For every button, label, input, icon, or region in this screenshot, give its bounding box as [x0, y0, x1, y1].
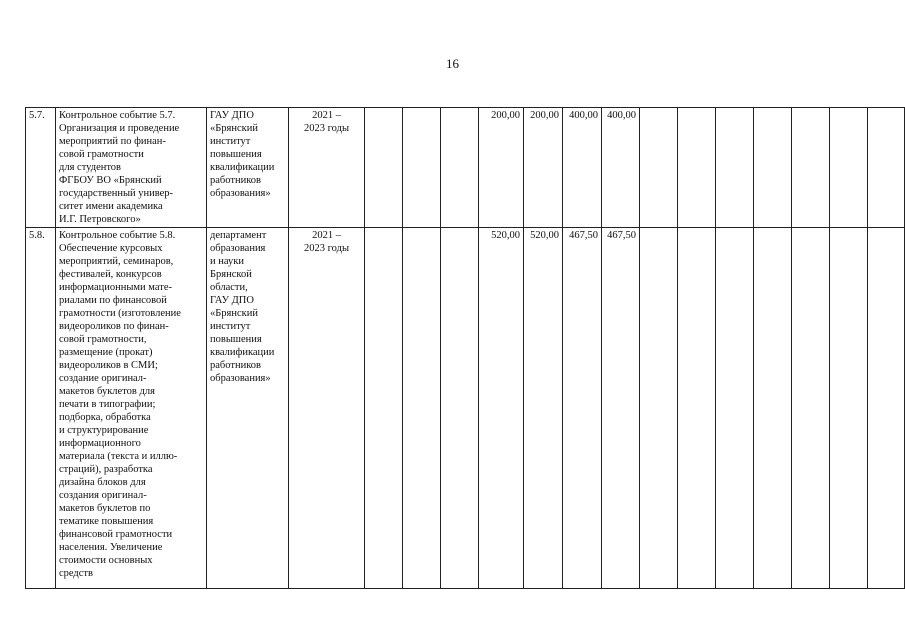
event-title: Контрольное событие 5.7. Организация и проведение мероприятий по финан- совой грамотности для студентов ФГБОУ ВО «Брянский государственный универ- ситет имени академика И.Г. Петровского»: [56, 108, 207, 228]
row-number: 5.8.: [26, 228, 56, 589]
value-cell: 400,00: [602, 108, 640, 228]
empty-cell: [716, 228, 754, 589]
value-cell: 200,00: [524, 108, 563, 228]
empty-cell: [678, 228, 716, 589]
empty-cell: [868, 228, 905, 589]
table-row: [26, 228, 905, 589]
empty-cell: [640, 228, 678, 589]
value-cell: 520,00: [479, 228, 524, 589]
executor: департамент образования и науки Брянской области, ГАУ ДПО «Брянский институт повышения квалификации работников образования»: [207, 228, 289, 589]
empty-cell: [716, 108, 754, 228]
empty-cell: [441, 228, 479, 589]
plan-table: [25, 107, 905, 589]
empty-cell: [830, 228, 868, 589]
event-title: Контрольное событие 5.8. Обеспечение курсовых мероприятий, семинаров, фестивалей, конкурсов информационными мате- риалами по финансовой грамотности (изготовление видеороликов по финан- совой грамотности, размещение (прокат) видеороликов в СМИ; создание оригинал- макетов буклетов для печати в типографии; подборка, обработка и структурирование информационного материала (текста и иллю- страций), разработка дизайна блоков для создания оригинал- макетов буклетов по тематике повышения финансовой грамотности населения. Увеличение стоимости основных средств: [56, 228, 207, 589]
value-cell: 467,50: [563, 228, 602, 589]
empty-cell: [754, 228, 792, 589]
value-cell: 200,00: [479, 108, 524, 228]
row-number: 5.7.: [26, 108, 56, 228]
value-cell: 467,50: [602, 228, 640, 589]
period: 2021 – 2023 годы: [289, 108, 365, 228]
empty-cell: [365, 108, 403, 228]
table-row: [26, 108, 905, 228]
empty-cell: [403, 108, 441, 228]
empty-cell: [792, 108, 830, 228]
empty-cell: [365, 228, 403, 589]
empty-cell: [830, 108, 868, 228]
page-number: 16: [446, 56, 459, 71]
empty-cell: [754, 108, 792, 228]
empty-cell: [403, 228, 441, 589]
value-cell: 520,00: [524, 228, 563, 589]
empty-cell: [640, 108, 678, 228]
empty-cell: [678, 108, 716, 228]
empty-cell: [441, 108, 479, 228]
empty-cell: [868, 108, 905, 228]
empty-cell: [792, 228, 830, 589]
period: 2021 – 2023 годы: [289, 228, 365, 589]
executor: ГАУ ДПО «Брянский институт повышения квалификации работников образования»: [207, 108, 289, 228]
value-cell: 400,00: [563, 108, 602, 228]
